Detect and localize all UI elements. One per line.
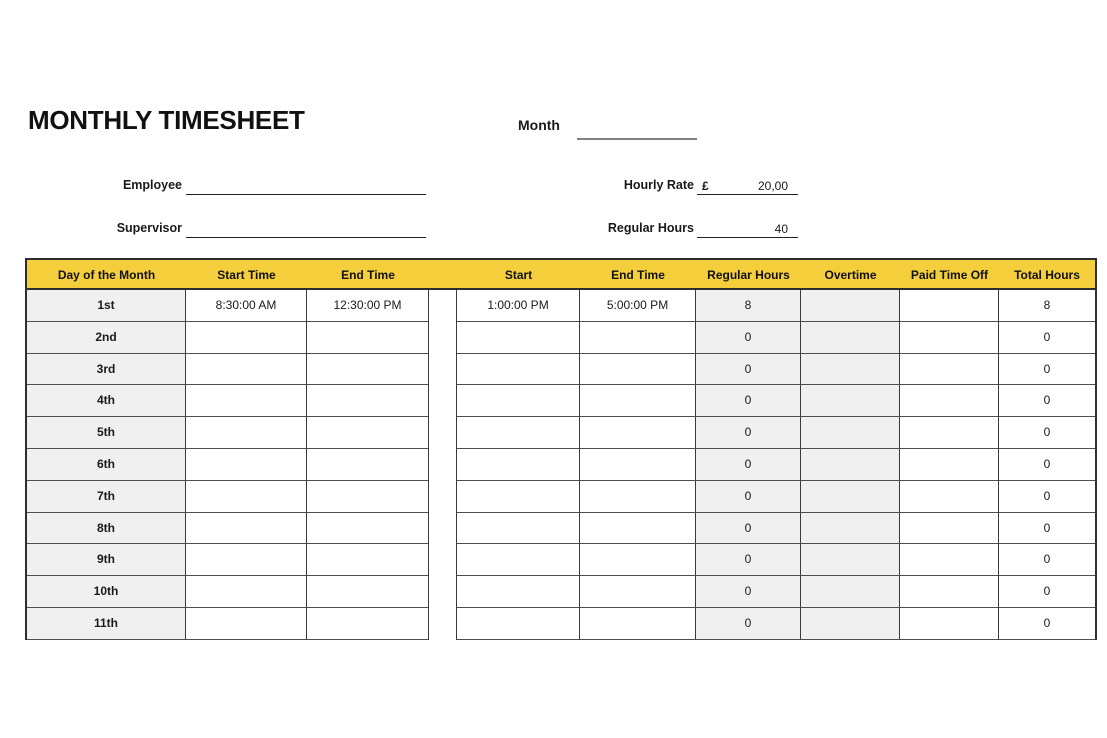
cell-start1[interactable] bbox=[186, 354, 307, 386]
cell-day: 2nd bbox=[27, 322, 186, 354]
table-row bbox=[27, 608, 1095, 640]
header-start1: Start Time bbox=[217, 268, 276, 282]
table-row bbox=[27, 449, 1095, 481]
cell-regular[interactable]: 0 bbox=[696, 417, 801, 449]
spacer-cell bbox=[429, 481, 457, 513]
cell-regular[interactable]: 0 bbox=[696, 481, 801, 513]
cell-overtime[interactable] bbox=[801, 385, 900, 417]
cell-pto[interactable] bbox=[900, 576, 999, 608]
cell-end1[interactable] bbox=[307, 449, 429, 481]
cell-start2[interactable] bbox=[457, 608, 580, 640]
table-row bbox=[27, 481, 1095, 513]
cell-pto[interactable] bbox=[900, 354, 999, 386]
cell-end1[interactable] bbox=[307, 322, 429, 354]
employee-label: Employee bbox=[122, 178, 182, 192]
month-label: Month bbox=[518, 117, 560, 133]
cell-start1[interactable] bbox=[186, 513, 307, 545]
cell-start1[interactable] bbox=[186, 608, 307, 640]
hourly-rate-label: Hourly Rate bbox=[623, 178, 694, 192]
page-title: MONTHLY TIMESHEET bbox=[28, 105, 305, 135]
cell-end2[interactable] bbox=[580, 322, 696, 354]
cell-pto[interactable] bbox=[900, 544, 999, 576]
table-header-row bbox=[27, 260, 1095, 290]
header-pto: Paid Time Off bbox=[910, 268, 989, 282]
cell-pto[interactable] bbox=[900, 481, 999, 513]
table-body bbox=[27, 290, 1095, 640]
cell-start2[interactable] bbox=[457, 385, 580, 417]
cell-pto[interactable] bbox=[900, 385, 999, 417]
cell-end1[interactable] bbox=[307, 544, 429, 576]
regular-hours-label: Regular Hours bbox=[607, 221, 694, 235]
cell-end2[interactable] bbox=[580, 513, 696, 545]
cell-total[interactable]: 0 bbox=[999, 481, 1095, 513]
table-row bbox=[27, 576, 1095, 608]
header-total: Total Hours bbox=[1014, 268, 1080, 282]
cell-regular[interactable]: 0 bbox=[696, 322, 801, 354]
cell-regular[interactable]: 0 bbox=[696, 449, 801, 481]
hourly-rate-field[interactable] bbox=[697, 177, 798, 195]
cell-day: 10th bbox=[27, 576, 186, 608]
cell-end2[interactable]: 5:00:00 PM bbox=[580, 290, 696, 322]
regular-hours-value: 40 bbox=[774, 222, 788, 236]
cell-day: 3rd bbox=[27, 354, 186, 386]
timesheet-table bbox=[25, 258, 1097, 640]
hourly-rate-value: 20,00 bbox=[757, 179, 788, 193]
cell-overtime[interactable] bbox=[801, 322, 900, 354]
spacer-cell bbox=[429, 608, 457, 640]
spacer-cell bbox=[429, 449, 457, 481]
cell-total[interactable]: 0 bbox=[999, 544, 1095, 576]
cell-start2[interactable] bbox=[457, 576, 580, 608]
cell-end2[interactable] bbox=[580, 544, 696, 576]
cell-day: 6th bbox=[27, 449, 186, 481]
table-row bbox=[27, 544, 1095, 576]
cell-total[interactable]: 8 bbox=[999, 290, 1095, 322]
cell-day: 9th bbox=[27, 544, 186, 576]
employee-input-line[interactable] bbox=[186, 177, 426, 195]
cell-end2[interactable] bbox=[580, 417, 696, 449]
cell-pto[interactable] bbox=[900, 513, 999, 545]
cell-end1[interactable] bbox=[307, 417, 429, 449]
spacer-cell bbox=[429, 417, 457, 449]
cell-start1[interactable] bbox=[186, 385, 307, 417]
spacer-cell bbox=[429, 513, 457, 545]
cell-regular[interactable]: 0 bbox=[696, 608, 801, 640]
cell-total[interactable]: 0 bbox=[999, 608, 1095, 640]
cell-start2[interactable] bbox=[457, 322, 580, 354]
header-day: Day of the Month bbox=[57, 268, 156, 282]
spacer-cell bbox=[429, 544, 457, 576]
cell-end1[interactable] bbox=[307, 481, 429, 513]
supervisor-label: Supervisor bbox=[116, 221, 182, 235]
cell-pto[interactable] bbox=[900, 608, 999, 640]
cell-start2[interactable] bbox=[457, 481, 580, 513]
cell-day: 5th bbox=[27, 417, 186, 449]
cell-start2[interactable]: 1:00:00 PM bbox=[457, 290, 580, 322]
cell-regular[interactable]: 0 bbox=[696, 544, 801, 576]
cell-start1[interactable] bbox=[186, 481, 307, 513]
cell-start1[interactable]: 8:30:00 AM bbox=[186, 290, 307, 322]
cell-start1[interactable] bbox=[186, 322, 307, 354]
cell-pto[interactable] bbox=[900, 417, 999, 449]
cell-total[interactable]: 0 bbox=[999, 417, 1095, 449]
cell-overtime[interactable] bbox=[801, 417, 900, 449]
cell-end1[interactable] bbox=[307, 354, 429, 386]
cell-end1[interactable] bbox=[307, 608, 429, 640]
cell-day: 7th bbox=[27, 481, 186, 513]
cell-start2[interactable] bbox=[457, 449, 580, 481]
table-row bbox=[27, 513, 1095, 545]
cell-end2[interactable] bbox=[580, 576, 696, 608]
cell-day: 8th bbox=[27, 513, 186, 545]
cell-regular[interactable]: 0 bbox=[696, 513, 801, 545]
cell-overtime[interactable] bbox=[801, 576, 900, 608]
cell-end2[interactable] bbox=[580, 449, 696, 481]
cell-start2[interactable] bbox=[457, 544, 580, 576]
cell-pto[interactable] bbox=[900, 449, 999, 481]
cell-regular[interactable]: 0 bbox=[696, 354, 801, 386]
cell-total[interactable]: 0 bbox=[999, 385, 1095, 417]
cell-start1[interactable] bbox=[186, 544, 307, 576]
cell-overtime[interactable] bbox=[801, 608, 900, 640]
header-spacer bbox=[429, 260, 457, 288]
cell-end2[interactable] bbox=[580, 385, 696, 417]
table-row bbox=[27, 354, 1095, 386]
spacer-cell bbox=[429, 576, 457, 608]
cell-overtime[interactable] bbox=[801, 449, 900, 481]
spacer-cell bbox=[429, 354, 457, 386]
cell-regular[interactable]: 0 bbox=[696, 576, 801, 608]
cell-overtime[interactable] bbox=[801, 513, 900, 545]
cell-overtime[interactable] bbox=[801, 544, 900, 576]
cell-overtime[interactable] bbox=[801, 290, 900, 322]
cell-pto[interactable] bbox=[900, 322, 999, 354]
cell-end2[interactable] bbox=[580, 354, 696, 386]
cell-end2[interactable] bbox=[580, 481, 696, 513]
cell-start1[interactable] bbox=[186, 449, 307, 481]
cell-end1[interactable]: 12:30:00 PM bbox=[307, 290, 429, 322]
cell-total[interactable]: 0 bbox=[999, 354, 1095, 386]
cell-total[interactable]: 0 bbox=[999, 449, 1095, 481]
cell-start2[interactable] bbox=[457, 354, 580, 386]
regular-hours-field[interactable] bbox=[697, 220, 798, 238]
cell-regular[interactable]: 0 bbox=[696, 385, 801, 417]
cell-start1[interactable] bbox=[186, 417, 307, 449]
cell-day: 4th bbox=[27, 385, 186, 417]
currency-symbol: £ bbox=[702, 179, 709, 193]
spacer-cell bbox=[429, 385, 457, 417]
cell-regular[interactable]: 8 bbox=[696, 290, 801, 322]
supervisor-input-line[interactable] bbox=[186, 220, 426, 238]
header-end2: End Time bbox=[611, 268, 665, 282]
cell-end2[interactable] bbox=[580, 608, 696, 640]
table-row bbox=[27, 322, 1095, 354]
cell-start2[interactable] bbox=[457, 417, 580, 449]
cell-end1[interactable] bbox=[307, 576, 429, 608]
table-row bbox=[27, 290, 1095, 322]
spacer-cell bbox=[429, 322, 457, 354]
header-overtime: Overtime bbox=[824, 268, 877, 282]
header-start2: Start bbox=[504, 268, 533, 282]
cell-end1[interactable] bbox=[307, 385, 429, 417]
table-row bbox=[27, 385, 1095, 417]
cell-total[interactable]: 0 bbox=[999, 513, 1095, 545]
spacer-cell bbox=[429, 290, 457, 322]
header-regular: Regular Hours bbox=[707, 268, 790, 282]
cell-start2[interactable] bbox=[457, 513, 580, 545]
cell-pto[interactable] bbox=[900, 290, 999, 322]
month-input-line[interactable] bbox=[577, 118, 697, 140]
cell-overtime[interactable] bbox=[801, 354, 900, 386]
cell-start1[interactable] bbox=[186, 576, 307, 608]
cell-total[interactable]: 0 bbox=[999, 322, 1095, 354]
cell-overtime[interactable] bbox=[801, 481, 900, 513]
cell-day: 11th bbox=[27, 608, 186, 640]
cell-total[interactable]: 0 bbox=[999, 576, 1095, 608]
cell-day: 1st bbox=[27, 290, 186, 322]
table-row bbox=[27, 417, 1095, 449]
header-end1: End Time bbox=[341, 268, 395, 282]
cell-end1[interactable] bbox=[307, 513, 429, 545]
